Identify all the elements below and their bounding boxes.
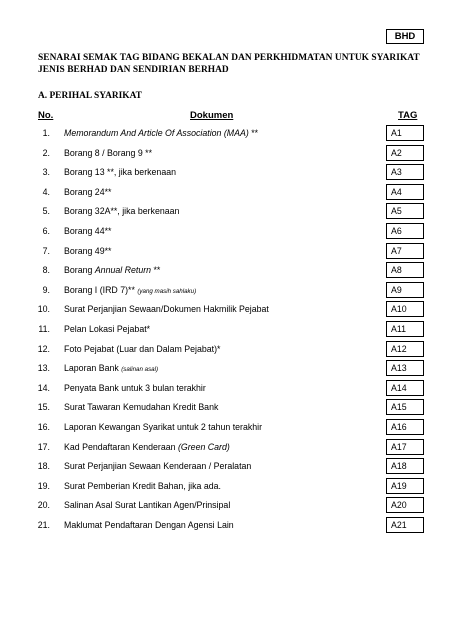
document-name-part: Salinan Asal Surat Lantikan Agen/Prinsipal [64,500,231,511]
table-row [0,398,453,418]
table-row [0,320,453,340]
row-number: 14. [37,382,50,393]
document-name-part: Borang 24** [64,186,112,197]
document-name [64,127,258,139]
document-name-part: Annual Return [94,265,152,276]
document-name-part: Penyata Bank untuk 3 bulan terakhir [64,382,206,393]
table-row [0,124,453,144]
table-row [0,183,453,203]
row-number: 18. [37,461,50,472]
page-title: SENARAI SEMAK TAG BIDANG BEKALAN DAN PERKHIDMATAN UNTUK SYARIKAT JENIS BERHAD DAN SENDIRIAN BERHAD [38,53,420,75]
document-name [64,323,150,335]
table-row [0,516,453,536]
document-name-part: Foto Pejabat (Luar dan Dalam Pejabat)* [64,343,221,354]
row-number: 21. [37,519,50,530]
document-name-part: (Green Card) [177,441,230,452]
tag-box: A16 [386,419,424,435]
document-name [64,401,218,413]
document-name-part: (yang masih sahlaku) [137,287,197,295]
document-name-part: Pelan Lokasi Pejabat* [64,323,151,334]
tag-box: A8 [386,262,424,278]
document-name [64,499,230,511]
table-row [0,300,453,320]
document-name-part: Memorandum And Article Of Association (MAA) [64,128,249,138]
document-name [64,264,160,276]
document-name [64,166,176,178]
document-name-part: (salinan asal) [121,366,159,374]
tag-box: A5 [386,203,424,219]
document-name-part: Maklumat Pendaftaran Dengan Agensi Lain [64,519,234,530]
row-number: 9. [42,284,50,295]
tag-box: A21 [386,517,424,533]
document-name-part: Laporan Kewangan Syarikat untuk 2 tahun terakhir [64,421,263,432]
document-name-part: Surat Tawaran Kemudahan Kredit Bank [64,402,219,413]
row-number: 19. [37,480,50,491]
column-header-document: Dokumen [190,110,234,121]
tag-box: A20 [386,497,424,513]
row-number: 8. [42,265,50,276]
document-name [64,480,221,492]
document-name [64,421,262,433]
document-name [64,225,111,237]
table-row [0,340,453,360]
row-number: 13. [37,363,50,374]
tag-box: A6 [386,223,424,239]
table-row [0,496,453,516]
table-row [0,281,453,301]
row-number: 15. [37,402,50,413]
tag-box: A19 [386,478,424,494]
row-number: 3. [42,167,50,178]
row-number: 10. [37,304,50,315]
tag-box: A17 [386,439,424,455]
document-name-part: Borang 32A**, jika berkenaan [64,206,180,217]
tag-box: A14 [386,380,424,396]
row-number: 20. [37,500,50,511]
document-name-part: Kad Pendaftaran Kenderaan [64,441,178,452]
document-name [64,382,206,394]
tag-box: A4 [386,184,424,200]
document-name-part: Borang 8 / Borang 9 ** [64,147,153,158]
table-row [0,457,453,477]
document-name [64,284,196,298]
row-number: 1. [42,128,50,138]
tag-box: A7 [386,243,424,259]
column-header-tag: TAG [398,110,418,121]
tag-box: A9 [386,282,424,298]
document-name-part: Surat Pemberian Kredit Bahan, jika ada. [64,480,221,491]
table-row [0,261,453,281]
document-name-part: Borang I (IRD 7)** [64,284,138,295]
row-number: 7. [42,245,50,256]
table-row [0,163,453,183]
document-name [64,460,251,472]
document-name-part: Borang 44** [64,225,112,236]
row-number: 4. [42,186,50,197]
tag-box: A13 [386,360,424,376]
tag-box: A11 [386,321,424,337]
table-row [0,242,453,262]
section-heading: A. PERIHAL SYARIKAT [38,91,142,101]
company-type-code: BHD [386,29,424,44]
tag-box: A12 [386,341,424,357]
document-name-part: Borang 49** [64,245,112,256]
tag-box: A15 [386,399,424,415]
table-row [0,477,453,497]
document-name-part: Borang [64,265,95,276]
table-row [0,359,453,379]
row-number: 16. [37,421,50,432]
tag-box: A2 [386,145,424,161]
row-number: 2. [42,147,50,158]
table-row [0,202,453,222]
document-name [64,343,220,355]
tag-box: A18 [386,458,424,474]
table-row [0,438,453,458]
document-name [64,519,234,531]
document-name [64,186,111,198]
table-row [0,144,453,164]
tag-box: A3 [386,164,424,180]
document-name-part: Borang 13 **, jika berkenaan [64,167,176,178]
row-number: 17. [37,441,50,452]
row-number: 5. [42,206,50,217]
document-name-part: Laporan Bank [64,363,122,374]
document-name-part: ** [248,128,259,138]
document-name [64,441,230,453]
column-header-no: No. [38,110,54,121]
checklist-table [0,124,453,535]
document-name [64,362,158,376]
row-number: 12. [37,343,50,354]
document-name [64,147,152,159]
row-number: 6. [42,225,50,236]
table-row [0,222,453,242]
tag-box: A1 [386,125,424,141]
table-row [0,418,453,438]
row-number: 11. [38,323,50,334]
document-name [64,303,269,315]
table-row [0,379,453,399]
tag-box: A10 [386,301,424,317]
document-name [64,245,111,257]
document-name-part: ** [151,265,161,276]
document-name-part: Surat Perjanjian Sewaan/Dokumen Hakmilik Pejabat [64,304,269,315]
document-name [64,205,179,217]
document-name-part: Surat Perjanjian Sewaan Kenderaan / Peralatan [64,461,252,472]
